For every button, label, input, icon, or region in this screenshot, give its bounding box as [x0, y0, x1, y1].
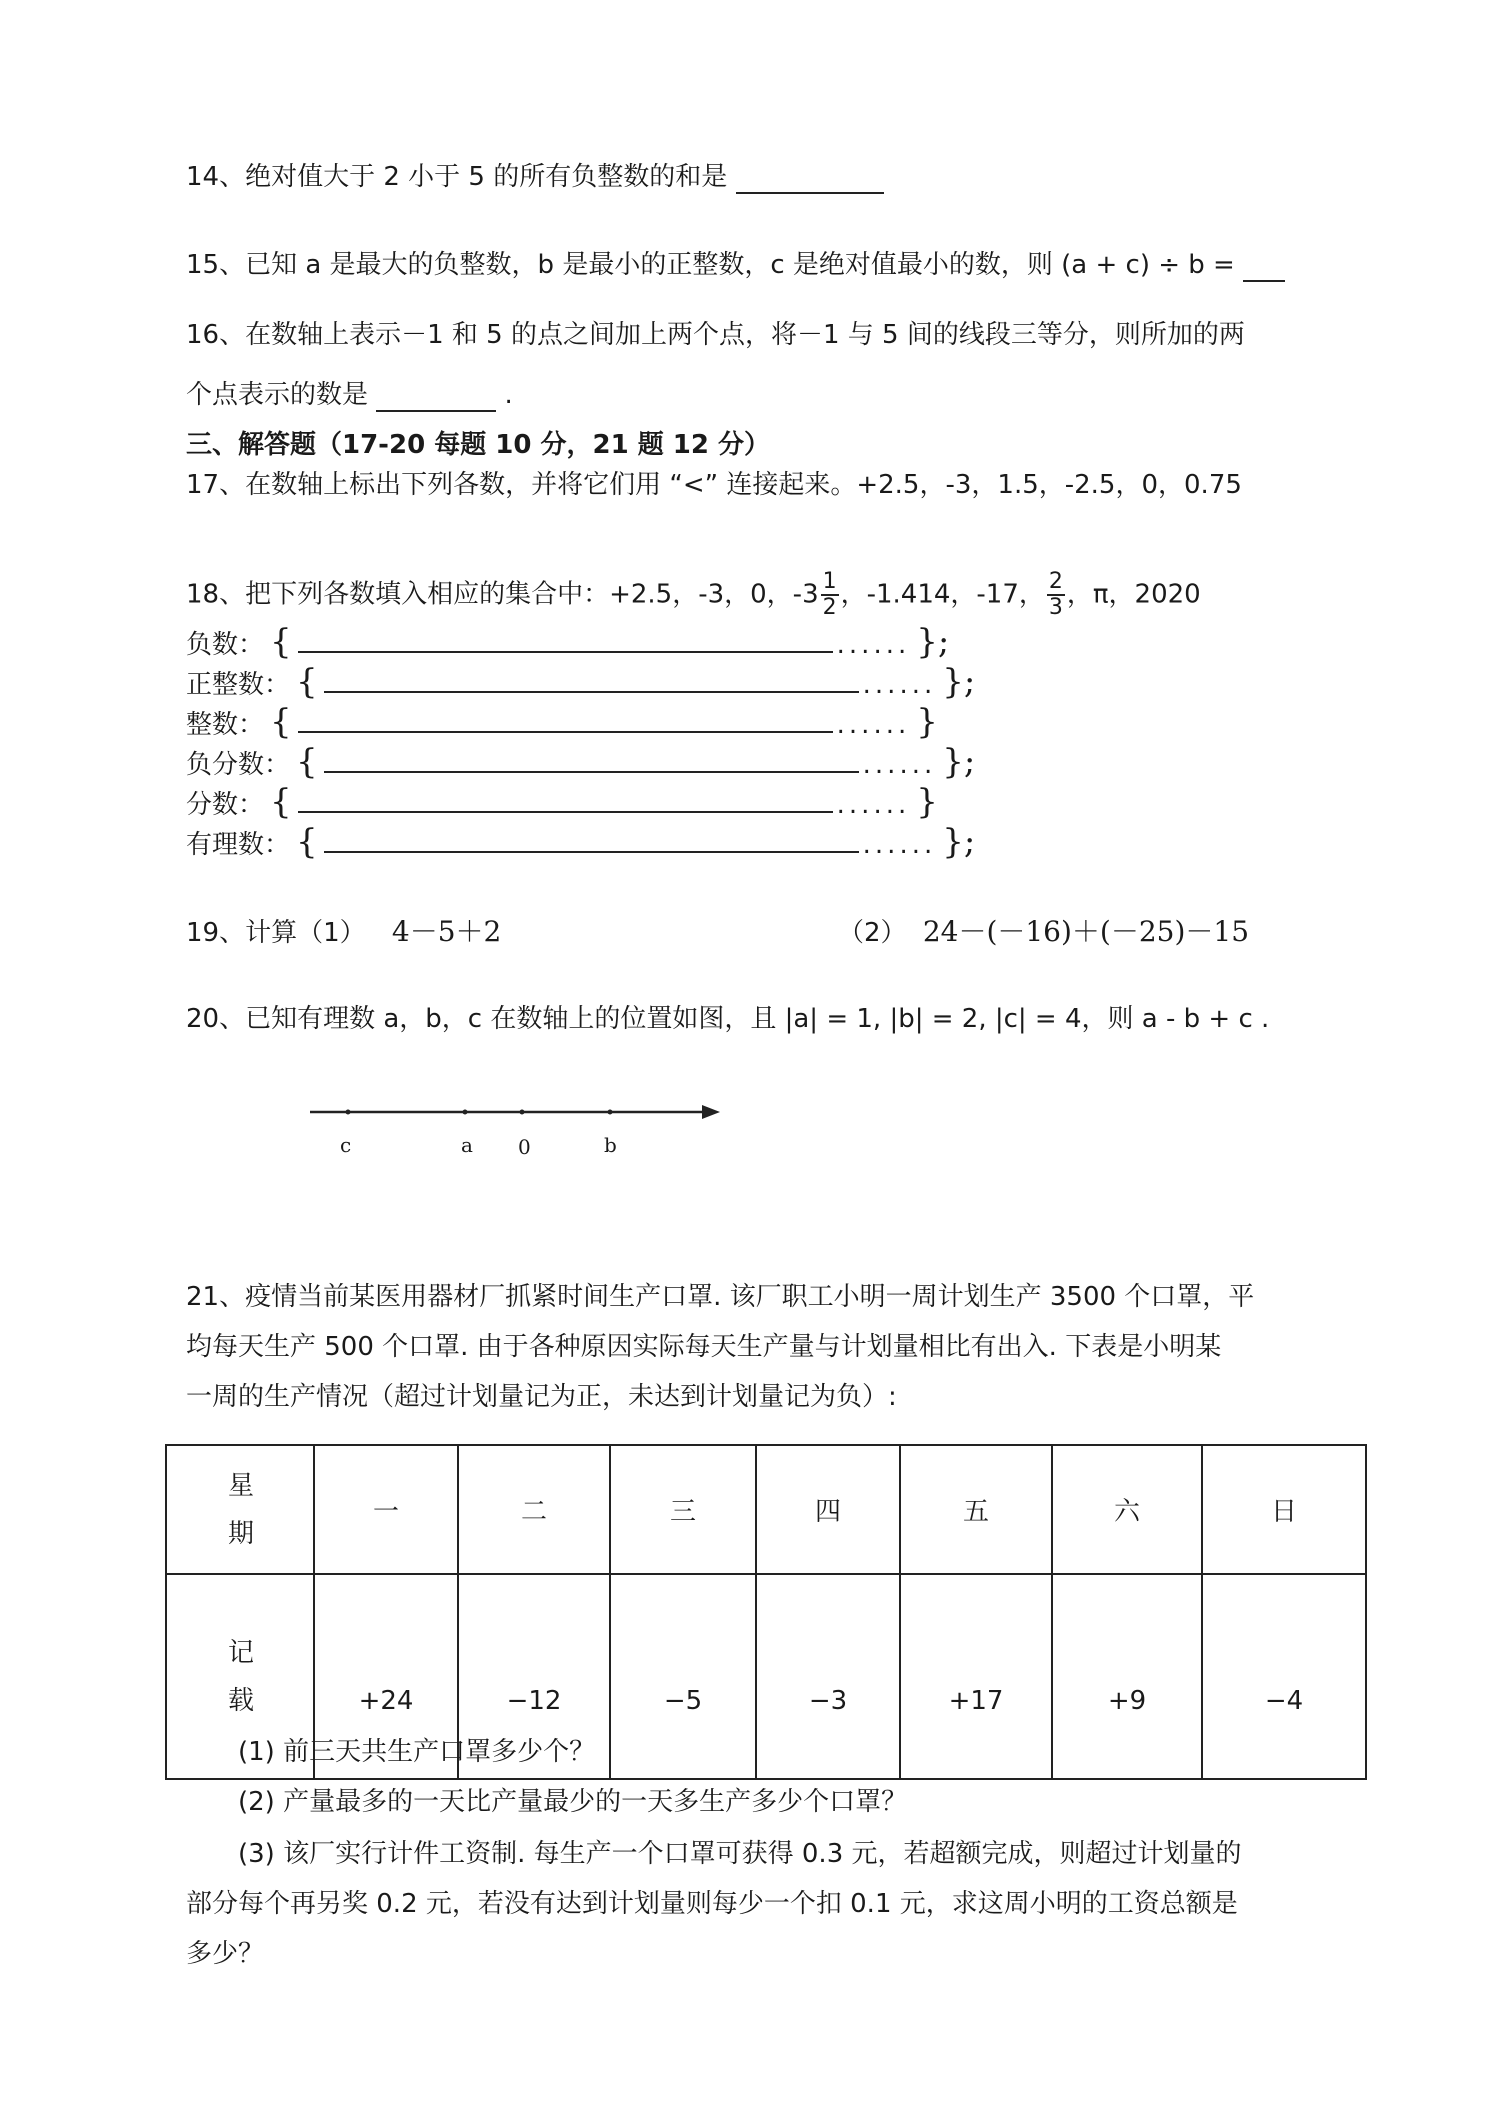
set-label: 有理数： — [186, 830, 291, 860]
question-16-line-2 — [186, 378, 513, 412]
point-zero — [520, 1110, 525, 1115]
question-19-part-1 — [186, 915, 501, 950]
mixed-fraction-denominator: 2 — [822, 595, 837, 620]
table-header-row — [166, 1445, 1366, 1574]
close-brace: } — [916, 702, 938, 742]
point-a — [463, 1110, 468, 1115]
question-21-line-3: 一周的生产情况（超过计划量记为正，未达到计划量记为负）: — [186, 1382, 897, 1412]
expression-2: 24－(－16)＋(－25)－15 — [922, 915, 1250, 948]
question-18-prefix: 18、把下列各数填入相应的集合中：+2.5，-3，0，-3 — [186, 579, 819, 610]
value-cell: −3 — [756, 1574, 900, 1779]
set-row-fraction — [186, 782, 944, 822]
header-label-cell — [166, 1445, 314, 1574]
set-row-rational — [186, 822, 981, 862]
point-b — [608, 1110, 613, 1115]
close-brace: }; — [942, 822, 976, 862]
answer-blank-14[interactable] — [736, 162, 884, 194]
production-table — [165, 1444, 1367, 1780]
ellipsis: ...... — [862, 750, 937, 780]
expression-1: 4－5＋2 — [391, 915, 502, 948]
section-3-title: 三、解答题（17-20 每题 10 分，21 题 12 分） — [186, 430, 771, 460]
question-21-line-1: 21、疫情当前某医用器材厂抓紧时间生产口罩. 该厂职工小明一周计划生产 3500 个口罩，平 — [186, 1282, 1255, 1312]
question-19-prefix: 19、计算（1） — [186, 918, 366, 948]
question-21-sub-2: (2) 产量最多的一天比产量最少的一天多生产多少个口罩？ — [238, 1787, 908, 1817]
ellipsis: ...... — [836, 710, 911, 740]
day-cell: 五 — [900, 1445, 1052, 1574]
question-16-text: 个点表示的数是 — [186, 380, 369, 410]
set-label: 正整数： — [186, 670, 291, 700]
fraction-two-thirds — [1047, 570, 1065, 620]
question-16-period: . — [504, 380, 513, 410]
open-brace: { — [296, 662, 318, 702]
day-cell: 四 — [756, 1445, 900, 1574]
value-cell: −12 — [458, 1574, 610, 1779]
open-brace: { — [270, 782, 292, 822]
axis-label-b: b — [604, 1133, 617, 1157]
value-cell: +17 — [900, 1574, 1052, 1779]
ellipsis: ...... — [836, 790, 911, 820]
axis-label-c: c — [340, 1133, 352, 1157]
open-brace: { — [270, 702, 292, 742]
set-answer-blank[interactable] — [298, 625, 833, 653]
value-cell: +24 — [314, 1574, 458, 1779]
question-15 — [186, 248, 1285, 282]
fraction-numerator: 2 — [1048, 569, 1063, 594]
question-17: 17、在数轴上标出下列各数，并将它们用 “<” 连接起来。+2.5，-3，1.5，-2.5，0，0.75 — [186, 470, 1242, 500]
question-21-line-2: 均每天生产 500 个口罩. 由于各种原因实际每天生产量与计划量相比有出入. 下表是小明某 — [186, 1332, 1222, 1362]
close-brace: } — [916, 782, 938, 822]
set-row-negative — [186, 622, 955, 662]
value-cell: −5 — [610, 1574, 756, 1779]
question-18-suffix: ，π，2020 — [1066, 579, 1201, 610]
answer-blank-16[interactable] — [376, 380, 496, 412]
record-label-top: 记 — [228, 1637, 255, 1668]
day-cell: 二 — [458, 1445, 610, 1574]
open-brace: { — [270, 622, 292, 662]
question-21-sub-3-line-3: 多少？ — [186, 1939, 265, 1969]
question-14-text: 14、绝对值大于 2 小于 5 的所有负整数的和是 — [186, 162, 728, 192]
fraction-denominator: 3 — [1048, 595, 1063, 620]
mixed-fraction — [821, 570, 839, 620]
day-cell: 日 — [1202, 1445, 1366, 1574]
point-c — [346, 1110, 351, 1115]
day-cell: 六 — [1052, 1445, 1202, 1574]
set-row-negative-fraction — [186, 742, 981, 782]
question-21-sub-3-line-1: (3) 该厂实行计件工资制. 每生产一个口罩可获得 0.3 元，若超额完成，则超过计划量的 — [238, 1839, 1242, 1869]
question-18-mid: ，-1.414，-17， — [840, 579, 1045, 610]
set-row-integer — [186, 702, 944, 742]
day-cell: 三 — [610, 1445, 756, 1574]
question-20: 20、已知有理数 a，b，c 在数轴上的位置如图，且 |a| = 1, |b| = 2, |c| = 4，则 a - b + c . — [186, 1004, 1270, 1034]
axis-label-a: a — [461, 1133, 473, 1157]
ellipsis: ...... — [836, 630, 911, 660]
ellipsis: ...... — [862, 830, 937, 860]
day-cell: 一 — [314, 1445, 458, 1574]
close-brace: }; — [916, 622, 950, 662]
set-label: 负数： — [186, 630, 265, 660]
set-answer-blank[interactable] — [298, 705, 833, 733]
question-21-sub-3-line-2: 部分每个再另奖 0.2 元，若没有达到计划量则每少一个扣 0.1 元，求这周小明的工资总额是 — [186, 1889, 1238, 1919]
set-answer-blank[interactable] — [298, 785, 833, 813]
ellipsis: ...... — [862, 670, 937, 700]
set-label: 分数： — [186, 790, 265, 820]
close-brace: }; — [942, 742, 976, 782]
answer-blank-15[interactable] — [1243, 250, 1285, 282]
set-label: 负分数： — [186, 750, 291, 780]
question-15-text: 15、已知 a 是最大的负整数，b 是最小的正整数，c 是绝对值最小的数，则 (a + c) ÷ b = — [186, 250, 1235, 280]
question-14 — [186, 160, 884, 194]
set-row-positive-integer — [186, 662, 981, 702]
mixed-fraction-numerator: 1 — [822, 569, 837, 594]
value-cell: −4 — [1202, 1574, 1366, 1779]
header-label-top: 星 — [228, 1470, 255, 1501]
value-cell: +9 — [1052, 1574, 1202, 1779]
question-16-line-1: 16、在数轴上表示－1 和 5 的点之间加上两个点，将－1 与 5 间的线段三等分，则所加的两 — [186, 320, 1245, 350]
header-label-bottom: 期 — [228, 1518, 255, 1549]
question-19-part-2 — [838, 915, 1249, 950]
set-label: 整数： — [186, 710, 265, 740]
set-answer-blank[interactable] — [324, 745, 859, 773]
open-brace: { — [296, 742, 318, 782]
question-21-sub-1: (1) 前三天共生产口罩多少个？ — [238, 1737, 596, 1767]
question-18 — [186, 570, 1201, 620]
arrow-head-icon — [702, 1105, 720, 1119]
set-answer-blank[interactable] — [324, 665, 859, 693]
record-label-bottom: 载 — [228, 1685, 255, 1716]
axis-label-zero: 0 — [518, 1135, 531, 1159]
open-brace: { — [296, 822, 318, 862]
part-2-label: （2） — [838, 918, 907, 948]
set-answer-blank[interactable] — [324, 825, 859, 853]
close-brace: }; — [942, 662, 976, 702]
